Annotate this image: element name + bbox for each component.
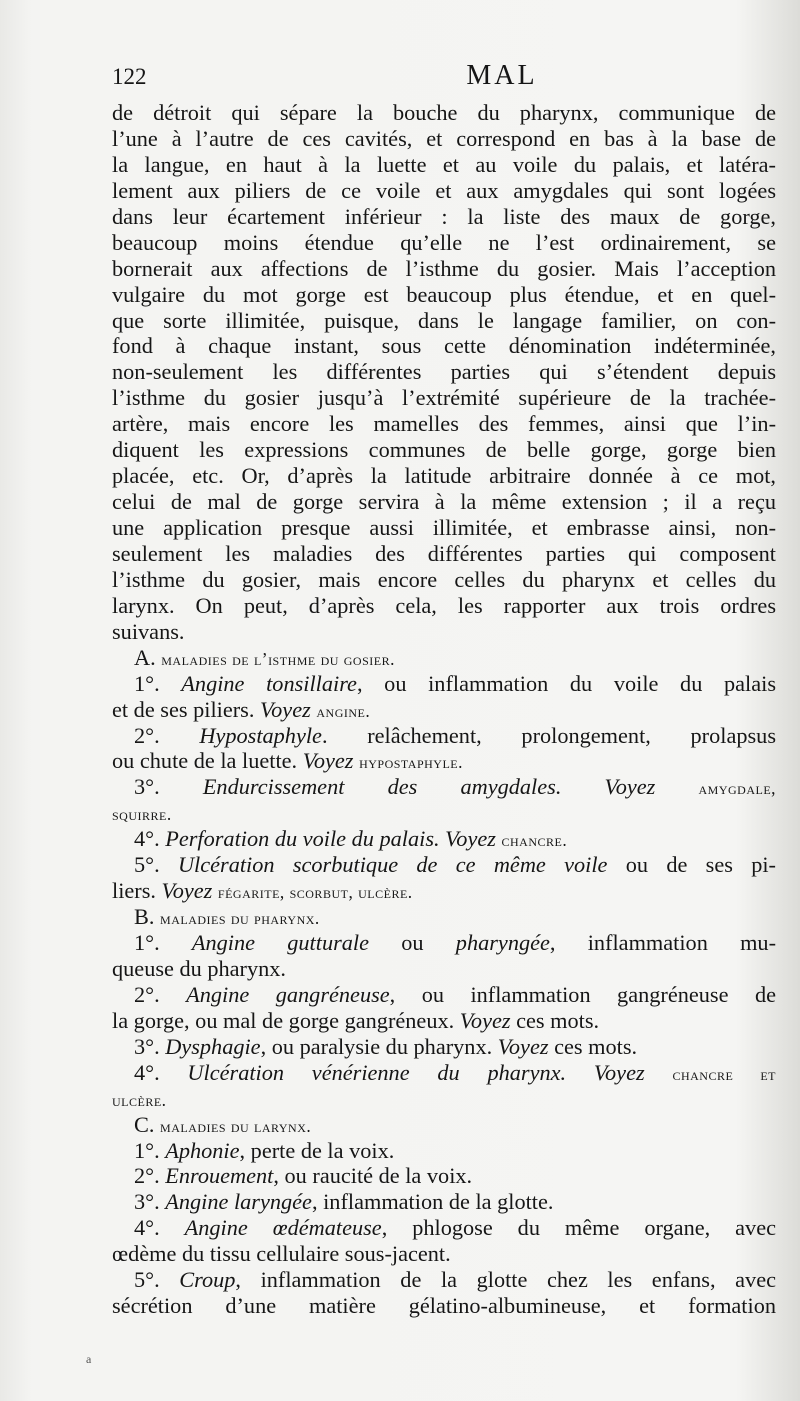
text-line bbox=[112, 256, 776, 282]
small-caps-text: fégarite, scorbut, ulcère. bbox=[217, 883, 413, 903]
text-segment: A. bbox=[134, 644, 162, 670]
text-segment bbox=[655, 774, 698, 799]
text-segment: larynx. On peut, d’après cela, les rapporter aux trois ordres bbox=[112, 592, 776, 618]
text-segment: B. bbox=[134, 904, 161, 930]
text-line bbox=[112, 1112, 776, 1138]
text-segment: 3°. bbox=[134, 1033, 166, 1059]
italic-text: Angine œdémateuse bbox=[184, 1215, 382, 1241]
text-line bbox=[112, 1163, 776, 1189]
page-number: 122 bbox=[112, 64, 147, 89]
text-segment: . relâchement, prolongement, prolapsus bbox=[321, 722, 776, 748]
text-segment: 5°. bbox=[134, 1267, 180, 1293]
text-segment: fond à chaque instant, sous cette dénomination indéterminée, bbox=[112, 333, 776, 359]
italic-text: Perforation du voile du palais. Voyez bbox=[165, 826, 496, 852]
text-line bbox=[112, 852, 776, 878]
text-segment: celui de mal de gorge servira à la même extension ; il a reçu bbox=[112, 489, 776, 515]
text-line bbox=[112, 930, 776, 956]
italic-text: Dysphagie bbox=[165, 1033, 261, 1059]
stray-mark: a bbox=[86, 1352, 92, 1366]
text-segment: ces mots. bbox=[510, 1007, 600, 1033]
page-header bbox=[112, 60, 774, 98]
text-line bbox=[112, 1086, 776, 1112]
text-line bbox=[112, 359, 776, 385]
body-text bbox=[112, 100, 776, 1319]
text-segment: ou de ses pi- bbox=[607, 852, 776, 878]
italic-text: Angine gutturale bbox=[191, 930, 370, 955]
text-line bbox=[112, 437, 776, 463]
text-segment: liers. bbox=[112, 878, 162, 904]
small-caps-text: chancre et bbox=[672, 1064, 777, 1084]
text-line bbox=[112, 1138, 776, 1164]
text-segment: la gorge, ou mal de gorge gangréneux. bbox=[112, 1007, 460, 1033]
text-line bbox=[112, 1008, 776, 1034]
text-segment: l’une à l’autre de ces cavités, et correspond en bas à la base de bbox=[112, 125, 776, 151]
text-segment: que sorte illimitée, puisque, dans le langage familier, on con- bbox=[112, 307, 776, 333]
text-segment: une application presque aussi illimitée, et embrasse ainsi, non- bbox=[112, 515, 776, 540]
text-segment: queuse du pharynx. bbox=[112, 955, 286, 981]
small-caps-text: amygdale, bbox=[698, 779, 777, 799]
text-segment: œdème du tissu cellulaire sous-jacent. bbox=[112, 1241, 451, 1267]
small-caps-text: squirre. bbox=[112, 805, 172, 825]
text-segment: 1°. bbox=[134, 1137, 166, 1163]
text-line bbox=[112, 567, 776, 593]
italic-text: Voyez bbox=[302, 748, 354, 774]
italic-text: Croup bbox=[179, 1267, 236, 1293]
text-segment: beaucoup moins étendue qu’elle ne l’est ordinairement, se bbox=[112, 229, 776, 255]
text-segment: 3°. bbox=[134, 774, 203, 800]
text-line bbox=[112, 1267, 776, 1293]
italic-text: Ulcération scorbutique de ce même voile bbox=[177, 852, 608, 878]
italic-text: Enrouement bbox=[165, 1163, 274, 1189]
italic-text: Hypostaphyle bbox=[199, 722, 322, 748]
text-segment: 2°. bbox=[134, 981, 187, 1007]
italic-text: Angine laryngée bbox=[165, 1189, 312, 1215]
text-line bbox=[112, 1060, 776, 1086]
text-line bbox=[112, 826, 776, 852]
text-segment: vulgaire du mot gorge est beaucoup plus étendue, et en quel- bbox=[112, 281, 776, 307]
text-line bbox=[112, 463, 776, 489]
text-segment: et de ses piliers. bbox=[112, 696, 260, 722]
text-line bbox=[112, 800, 776, 826]
text-segment: dans leur écartement inférieur : la liste des maux de gorge, bbox=[112, 203, 776, 229]
text-line bbox=[112, 385, 776, 411]
text-segment: sécrétion d’une matière gélatino-albumineuse, et formation bbox=[112, 1293, 776, 1319]
italic-text: pharyngée bbox=[455, 930, 550, 955]
text-line bbox=[112, 1241, 776, 1267]
text-line bbox=[112, 1034, 776, 1060]
text-line bbox=[112, 956, 776, 982]
text-line bbox=[112, 204, 776, 230]
italic-text: Ulcération vénérienne du pharynx. Voyez bbox=[187, 1059, 645, 1085]
italic-text: Angine tonsillaire bbox=[181, 670, 357, 696]
small-caps-text: ulcère. bbox=[112, 1090, 167, 1110]
small-caps-text: hypostaphyle. bbox=[359, 753, 463, 773]
text-line bbox=[112, 593, 776, 619]
text-line bbox=[112, 152, 776, 178]
text-segment: ou chute de la luette. bbox=[112, 748, 303, 774]
text-segment: l’isthme du gosier, mais encore celles du pharynx et celles du bbox=[112, 566, 776, 592]
text-segment: , ou inflammation gangréneuse de bbox=[389, 981, 776, 1007]
text-line bbox=[112, 982, 776, 1008]
text-line bbox=[112, 697, 776, 723]
small-caps-text: maladies de l’isthme du gosier. bbox=[161, 649, 395, 669]
italic-text: Voyez bbox=[161, 878, 213, 904]
text-segment: l’isthme du gosier jusqu’à l’extrémité supérieure de la trachée- bbox=[112, 385, 776, 411]
text-segment: , perte de la voix. bbox=[239, 1137, 395, 1163]
text-segment: C. bbox=[134, 1111, 161, 1137]
text-segment: seulement les maladies des différentes parties qui composent bbox=[112, 540, 776, 566]
text-segment: 3°. bbox=[134, 1189, 166, 1215]
text-line bbox=[112, 1293, 776, 1319]
text-line bbox=[112, 126, 776, 152]
text-segment: 2°. bbox=[134, 1163, 166, 1189]
text-segment bbox=[645, 1060, 673, 1085]
italic-text: Voyez bbox=[260, 696, 311, 722]
text-line bbox=[112, 619, 776, 645]
text-segment: non-seulement les différentes parties qui s’étendent depuis bbox=[112, 359, 776, 385]
text-line bbox=[112, 100, 776, 126]
text-segment: , ou raucité de la voix. bbox=[273, 1163, 473, 1189]
text-segment: 1°. bbox=[134, 930, 192, 955]
text-segment: de détroit qui sépare la bouche du pharynx, communique de bbox=[112, 100, 776, 125]
text-segment: , inflammation de la glotte chez les enfans, avec bbox=[235, 1267, 776, 1293]
text-segment: 2°. bbox=[134, 722, 200, 748]
text-line bbox=[112, 1215, 776, 1241]
text-segment: placée, etc. Or, d’après la latitude arbitraire donnée à ce mot, bbox=[112, 463, 776, 489]
text-line bbox=[112, 1189, 776, 1215]
text-segment: artère, mais encore les mamelles des femmes, ainsi que l’in- bbox=[112, 411, 776, 437]
text-line bbox=[112, 774, 776, 800]
text-segment: , ou inflammation du voile du palais bbox=[356, 670, 777, 696]
text-line bbox=[112, 541, 776, 567]
italic-text: Aphonie bbox=[165, 1137, 240, 1163]
text-line bbox=[112, 489, 776, 515]
text-segment: ces mots. bbox=[548, 1033, 638, 1059]
text-line bbox=[112, 333, 776, 359]
text-segment: , inflammation de la glotte. bbox=[311, 1189, 554, 1215]
text-line bbox=[112, 904, 776, 930]
small-caps-text: chancre. bbox=[501, 831, 568, 851]
text-line bbox=[112, 515, 776, 541]
text-line bbox=[112, 411, 776, 437]
text-segment: 1°. bbox=[134, 670, 182, 696]
small-caps-text: maladies du pharynx. bbox=[160, 909, 320, 929]
text-line bbox=[112, 723, 776, 749]
text-segment: 4°. bbox=[134, 1059, 188, 1085]
italic-text: Voyez bbox=[497, 1033, 549, 1059]
text-segment: 4°. bbox=[134, 1215, 185, 1241]
text-line bbox=[112, 230, 776, 256]
text-segment: bornerait aux affections de l’isthme du gosier. Mais l’acception bbox=[112, 255, 776, 281]
text-line bbox=[112, 645, 776, 671]
text-segment: , phlogose du même organe, avec bbox=[381, 1215, 776, 1241]
text-line bbox=[112, 308, 776, 334]
text-segment: ou bbox=[369, 930, 456, 955]
text-line bbox=[112, 671, 776, 697]
small-caps-text: angine. bbox=[316, 701, 371, 721]
italic-text: Endurcissement des amygdales. Voyez bbox=[202, 774, 656, 800]
text-segment: suivans. bbox=[112, 618, 185, 644]
text-line bbox=[112, 282, 776, 308]
text-segment: , ou paralysie du pharynx. bbox=[260, 1033, 498, 1059]
text-line bbox=[112, 748, 776, 774]
text-segment: diquent les expressions communes de belle gorge, gorge bien bbox=[112, 437, 776, 463]
italic-text: Angine gangréneuse bbox=[186, 981, 390, 1007]
running-head: MAL bbox=[466, 60, 538, 91]
small-caps-text: maladies du larynx. bbox=[160, 1116, 312, 1136]
text-segment: 5°. bbox=[134, 852, 178, 878]
text-segment: la langue, en haut à la luette et au voile du palais, et latéra- bbox=[112, 151, 776, 177]
italic-text: Voyez bbox=[459, 1007, 511, 1033]
text-line bbox=[112, 878, 776, 904]
text-line bbox=[112, 178, 776, 204]
text-segment: lement aux piliers de ce voile et aux amygdales qui sont logées bbox=[112, 177, 776, 203]
text-segment: 4°. bbox=[134, 826, 166, 852]
text-segment: , inflammation mu- bbox=[549, 930, 776, 955]
